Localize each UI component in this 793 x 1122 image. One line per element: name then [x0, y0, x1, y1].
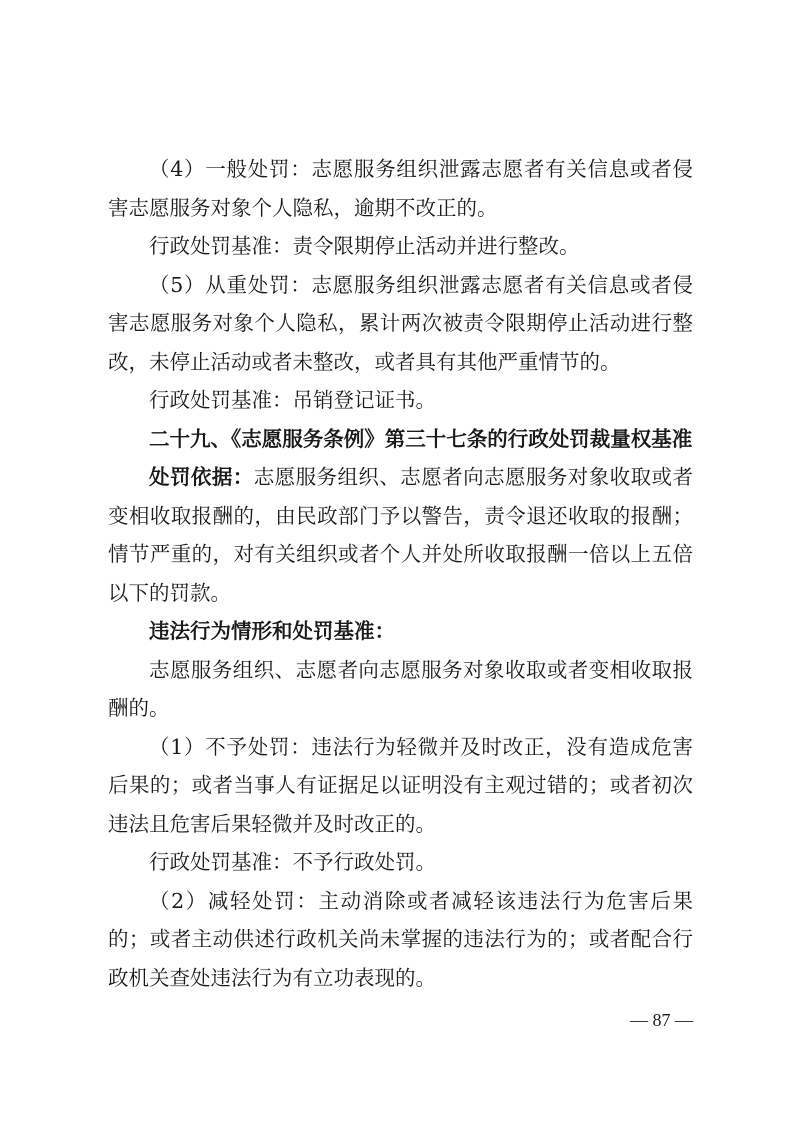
paragraph-penalty-standard-2: 行政处罚基准：吊销登记证书。 [149, 388, 436, 412]
paragraph-penalty-standard-3: 行政处罚基准：不予行政处罚。 [149, 850, 436, 874]
paragraph-penalty-basis [108, 458, 693, 612]
paragraph-penalty-standard-1: 行政处罚基准：责令限期停止活动并进行整改。 [149, 234, 580, 258]
document-body [108, 150, 693, 997]
penalty-basis-text: 志愿服务组织、志愿者向志愿服务对象收取或者变相收取报酬的，由民政部门予以警告，责令退还收取的报酬；情节严重的，对有关组织或者个人并处所收取报酬一倍以上五倍以下的罚款。 [108, 465, 694, 605]
section-label: 违法行为情形和处罚基准： [149, 619, 395, 643]
page-number: — 87 — [630, 1010, 693, 1030]
paragraph-no-penalty: （1）不予处罚：违法行为轻微并及时改正，没有造成危害后果的；或者当事人有证据足以证明没有主观过错的；或者初次违法且危害后果轻微并及时改正的。 [108, 734, 693, 836]
paragraph-reduced-penalty: （2）减轻处罚：主动消除或者减轻该违法行为危害后果的；或者主动供述行政机关尚未掌握的违法行为的；或者配合行政机关查处违法行为有立功表现的。 [108, 888, 693, 990]
paragraph-heavy-penalty: （5）从重处罚：志愿服务组织泄露志愿者有关信息或者侵害志愿服务对象个人隐私，累计两次被责令限期停止活动进行整改，未停止活动或者未整改，或者具有其他严重情节的。 [108, 272, 693, 374]
paragraph-general-penalty: （4）一般处罚：志愿服务组织泄露志愿者有关信息或者侵害志愿服务对象个人隐私，逾期不改正的。 [108, 157, 693, 220]
article-heading: 二十九、《志愿服务条例》第三十七条的行政处罚裁量权基准 [149, 426, 693, 451]
penalty-basis-label: 处罚依据： [149, 465, 254, 489]
paragraph-violation-description: 志愿服务组织、志愿者向志愿服务对象收取或者变相收取报酬的。 [108, 657, 693, 720]
